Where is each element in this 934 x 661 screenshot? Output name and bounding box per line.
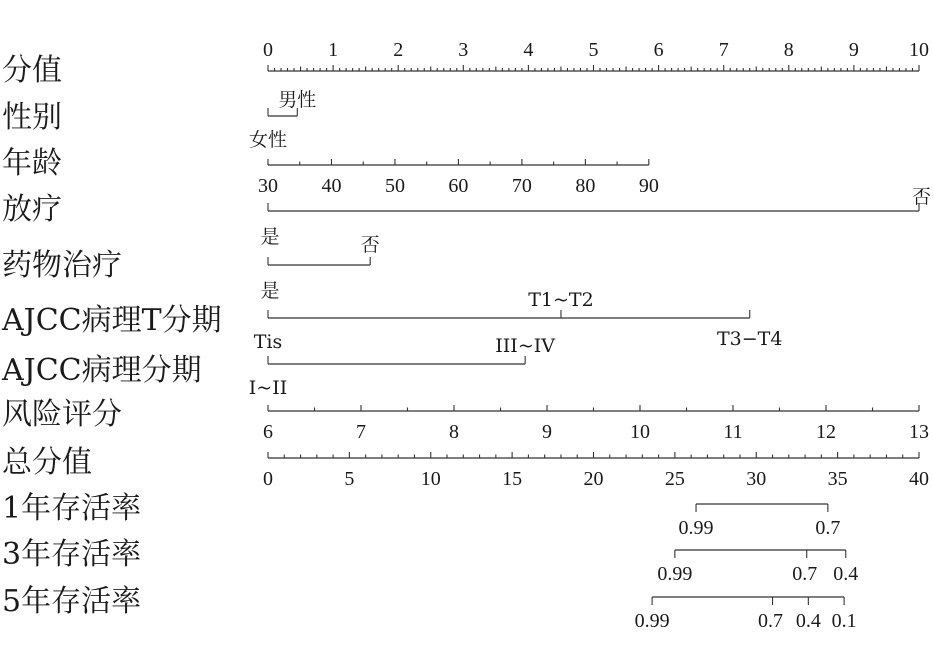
row-label-age: 年龄	[2, 146, 62, 181]
row-label-ajcc-stage: AJCC病理分期	[2, 353, 202, 388]
points-tick-label: 9	[848, 39, 859, 61]
points-tick-label: 2	[393, 39, 404, 61]
drug_therapy-category-label: 是	[260, 280, 280, 302]
risk_score-tick-label: 10	[630, 421, 650, 443]
surv_5y-prob-label: 0.99	[634, 610, 670, 632]
risk_score-tick-label: 8	[449, 421, 459, 443]
row-label-sex: 性别	[2, 100, 62, 135]
age-tick-label: 40	[321, 175, 342, 197]
ajcc_t-category-label: Tis	[253, 331, 283, 353]
total_points-tick-label: 25	[664, 468, 685, 490]
points-tick-label: 3	[458, 39, 469, 61]
surv_3y-prob-label: 0.99	[657, 563, 693, 585]
row-label-survival-3y: 3年存活率	[2, 537, 142, 572]
surv_1y-prob-label: 0.7	[815, 517, 841, 539]
sex-category-label: 女性	[248, 129, 288, 151]
ajcc_stage-category-label: III~IV	[495, 335, 555, 357]
row-label-radiotherapy: 放疗	[2, 192, 62, 227]
row-label-survival-5y: 5年存活率	[2, 584, 142, 619]
total_points-tick-label: 10	[420, 468, 441, 490]
risk_score-tick-label: 6	[263, 421, 273, 443]
ajcc_t-category-label: T1~T2	[528, 289, 594, 311]
ajcc_t-category-label: T3−T4	[717, 328, 783, 350]
row-label-survival-1y: 1年存活率	[2, 491, 142, 526]
sex-category-label: 男性	[278, 89, 317, 111]
row-label-total-points: 总分值	[2, 445, 92, 480]
risk_score-tick-label: 13	[909, 421, 929, 443]
points-tick-label: 0	[263, 39, 273, 61]
surv_5y-prob-label: 0.7	[758, 610, 784, 632]
row-label-points: 分值	[2, 53, 62, 88]
total_points-tick-label: 20	[583, 468, 604, 490]
total_points-tick-label: 0	[263, 468, 273, 490]
surv_5y-prob-label: 0.1	[831, 610, 857, 632]
row-label-drug-therapy: 药物治疗	[2, 248, 122, 283]
points-tick-label: 8	[783, 39, 794, 61]
radiotherapy-category-label: 是	[260, 226, 280, 248]
row-label-ajcc-t: AJCC病理T分期	[2, 303, 222, 338]
risk_score-tick-label: 7	[356, 421, 366, 443]
surv_3y-prob-label: 0.7	[792, 563, 818, 585]
points-tick-label: 1	[328, 39, 339, 61]
points-tick-label: 10	[909, 39, 929, 61]
age-tick-label: 90	[638, 175, 659, 197]
age-tick-label: 80	[575, 175, 596, 197]
total_points-tick-label: 15	[502, 468, 523, 490]
points-tick-label: 7	[718, 39, 729, 61]
points-tick-label: 4	[523, 39, 534, 61]
total_points-tick-label: 30	[746, 468, 767, 490]
total_points-tick-label: 5	[344, 468, 355, 490]
total_points-tick-label: 40	[909, 468, 929, 490]
surv_3y-prob-label: 0.4	[833, 563, 859, 585]
risk_score-tick-label: 11	[723, 421, 743, 443]
points-tick-label: 6	[653, 39, 664, 61]
surv_1y-prob-label: 0.99	[678, 517, 714, 539]
age-tick-label: 60	[448, 175, 469, 197]
points-tick-label: 5	[588, 39, 599, 61]
age-tick-label: 50	[384, 175, 405, 197]
risk_score-tick-label: 12	[816, 421, 836, 443]
age-tick-label: 70	[511, 175, 532, 197]
risk_score-tick-label: 9	[542, 421, 552, 443]
total_points-tick-label: 35	[827, 468, 848, 490]
age-tick-label: 30	[258, 175, 278, 197]
surv_5y-prob-label: 0.4	[795, 610, 821, 632]
row-label-risk-score: 风险评分	[2, 397, 122, 432]
radiotherapy-category-label: 否	[911, 186, 931, 208]
ajcc_stage-category-label: I~II	[248, 377, 288, 399]
drug_therapy-category-label: 否	[360, 234, 380, 256]
